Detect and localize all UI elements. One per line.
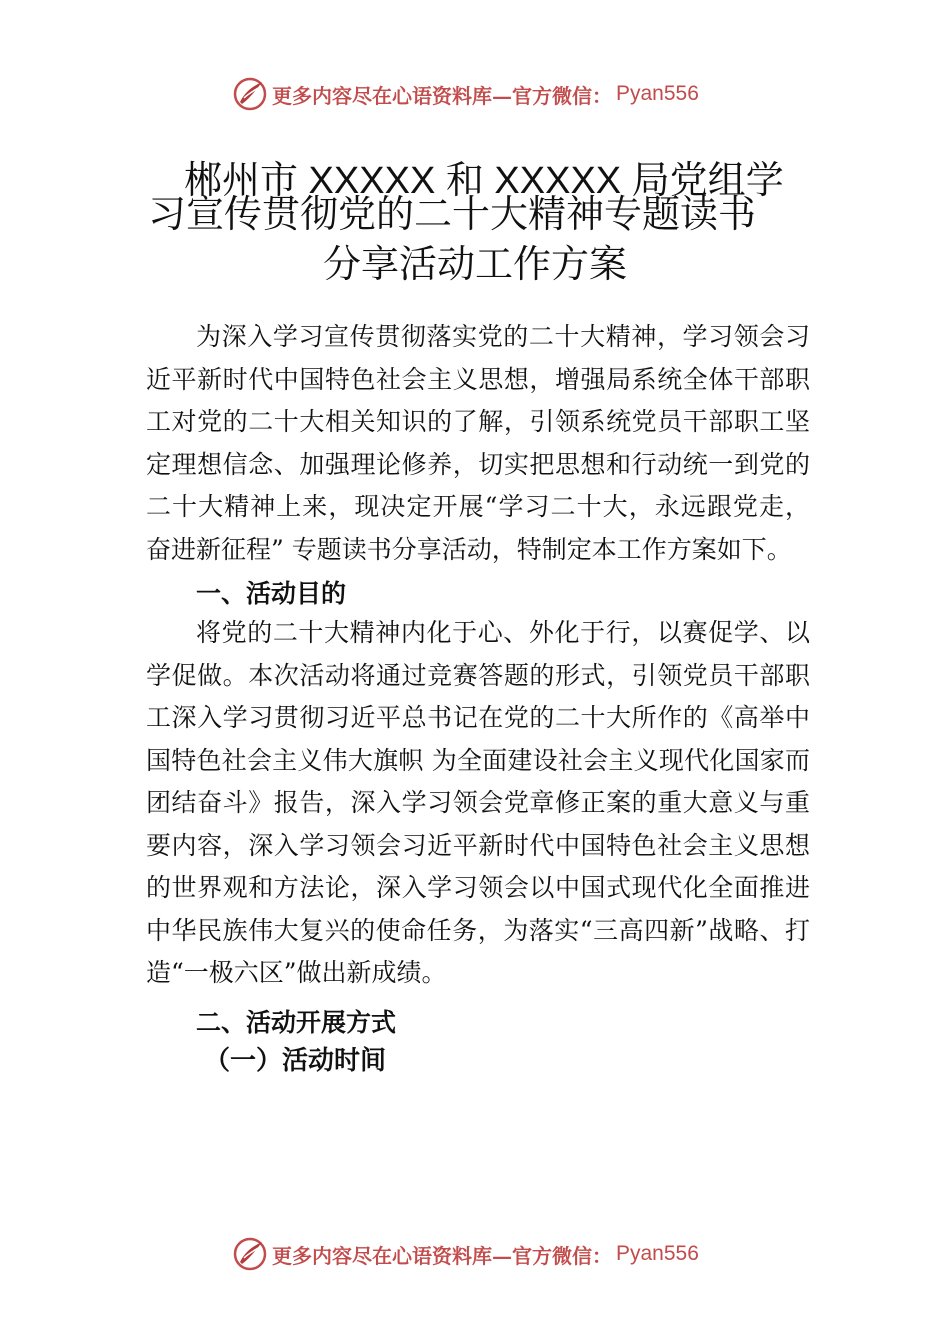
- document-title-line-2: 习宣传贯彻党的二十大精神专题读书: [148, 194, 757, 236]
- watermark-text: 更多内容尽在心语资料库—官方微信：: [272, 83, 612, 108]
- brand-logo-icon: [232, 76, 268, 112]
- document-title-line-3: 分享活动工作方案: [322, 244, 627, 286]
- watermark-id: Pyan556: [616, 82, 699, 105]
- header-watermark: [232, 74, 699, 114]
- subsection-heading-time: （一）活动时间: [204, 1045, 387, 1075]
- section-heading-method: 二、活动开展方式: [196, 1009, 397, 1037]
- intro-paragraph: 为深入学习宣传贯彻落实党的二十大精神，学习领会习近平新时代中国特色社会主义思想，增强局系统全体干部职工对党的二十大相关知识的了解，引领系统党员干部职工坚定理想信念、加强理论修养，切实把思想和行动统一到党的二十大精神上来，现决定开展“学习二十大，永远跟党走， 奋进新征程” 专题读书分享活动，特制定本工作方案如下。: [146, 322, 810, 564]
- watermark-id: Pyan556: [616, 1242, 699, 1265]
- watermark-text: 更多内容尽在心语资料库—官方微信：: [272, 1243, 612, 1268]
- purpose-paragraph: 将党的二十大精神内化于心、外化于行，以赛促学、以学促做。本次活动将通过竞赛答题的形式，引领党员干部职工深入学习贯彻习近平总书记在党的二十大所作的《高举中 国特色社会主义伟大旗帜 为全面建设社会主义现代化国家而团结奋斗》报告，深入学习领会党章修正案的重大意义与重要内容，深入学习领会习近平新时代中国特色社会主义思想的世界观和方法论，深入学习领会以中国式现代化全面推进中华民族伟大复兴的使命任务，为落实“三高四新”战略、打造“一极六区”做出新成绩。: [146, 618, 810, 987]
- section-heading-purpose: 一、活动目的: [196, 580, 347, 608]
- footer-watermark: [232, 1234, 699, 1274]
- brand-logo-icon: [232, 1236, 268, 1272]
- document-title-line-1: 郴州市 XXXXX 和 XXXXX 局党组学: [184, 160, 784, 202]
